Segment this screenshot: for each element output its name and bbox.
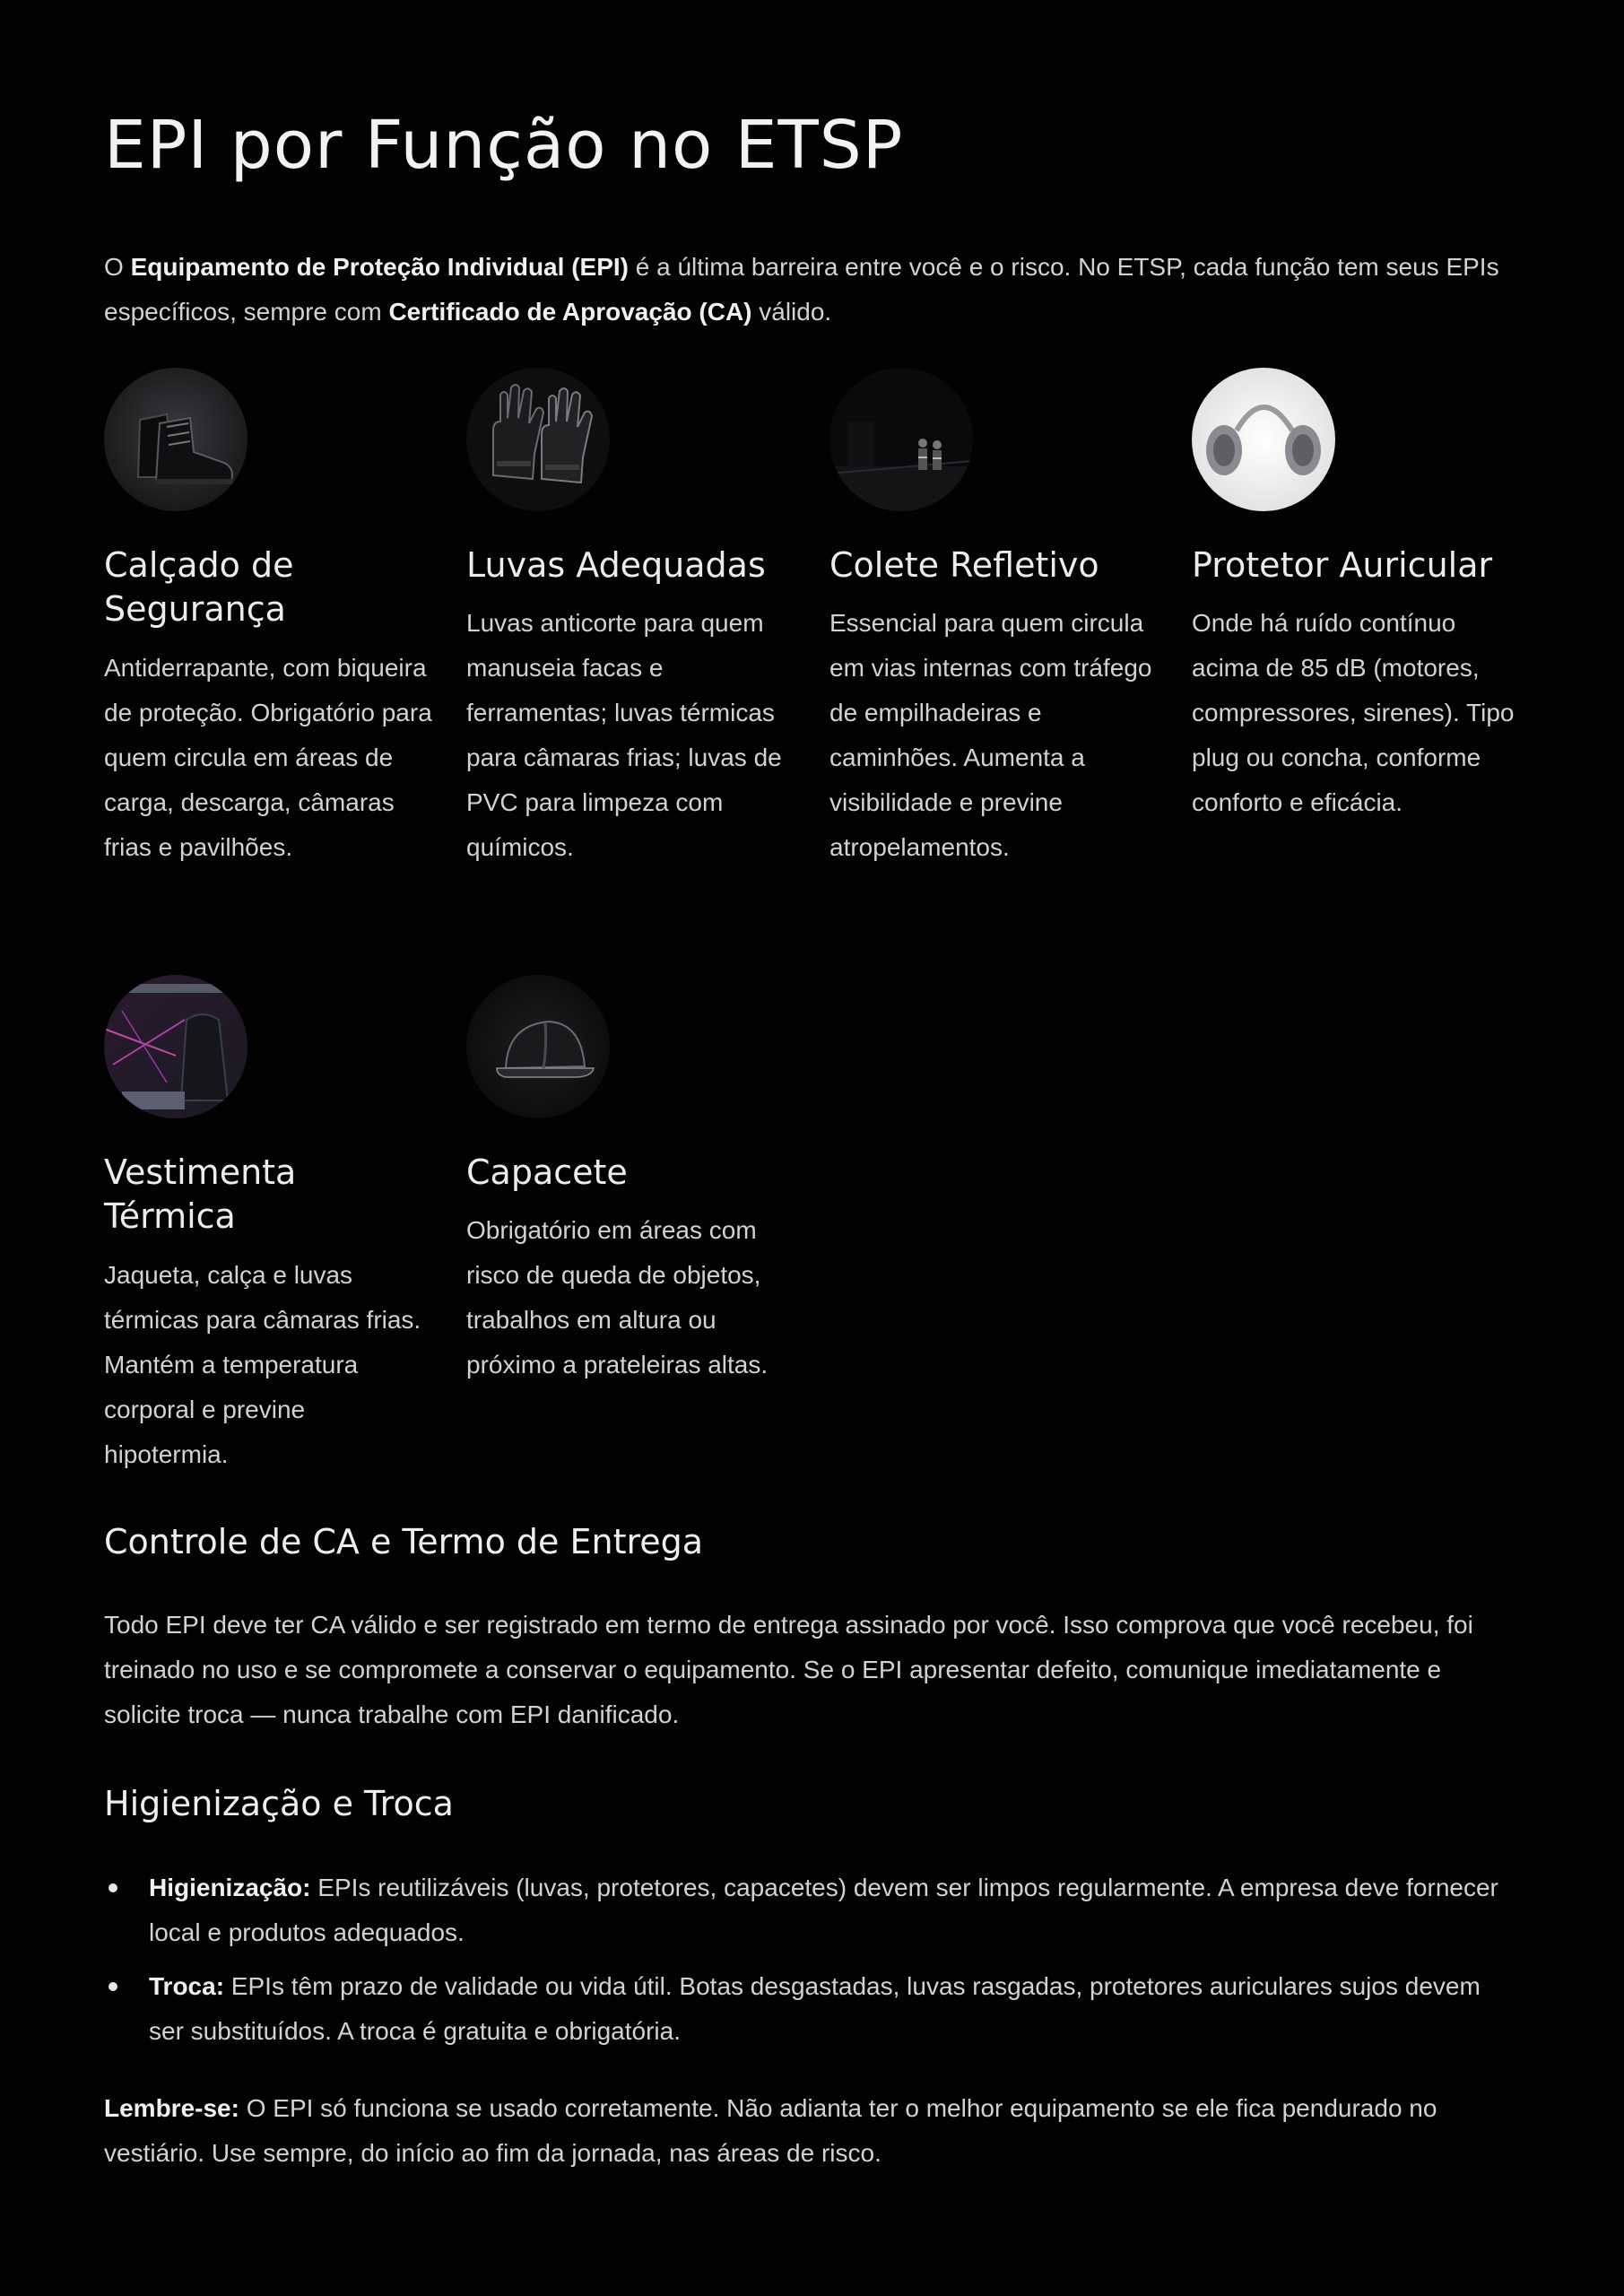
- card-description: Luvas anticorte para quem manuseia facas e ferramentas; luvas térmicas para câmaras frias; luvas de PVC para limpeza com químicos.: [466, 609, 782, 861]
- card-title: Luvas Adequadas: [466, 545, 766, 585]
- card-title: Vestimenta Térmica: [104, 1152, 297, 1236]
- card-description: Jaqueta, calça e luvas térmicas para câmaras frias. Mantém a temperatura corporal e previne hipotermia.: [104, 1261, 421, 1468]
- lembrete-text: O EPI só funciona se usado corretamente. Não adianta ter o melhor equipamento se ele fica pendurado no vestiário. Use sempre, do início ao fim da jornada, nas áreas de risco.: [104, 2094, 1437, 2167]
- safety-boot-image: [104, 368, 248, 511]
- intro-paragraph: [104, 245, 1521, 335]
- thermal-clothing-image: [104, 975, 248, 1118]
- epi-card-luvas: [466, 368, 789, 861]
- intro-middle: é a última barreira entre você e o risco. No ETSP, cada função tem seus EPIs específicos, sempre com: [104, 253, 1499, 326]
- list-item-higienizacao: [104, 1866, 1521, 1955]
- higienizacao-list: [104, 1866, 1521, 2063]
- intro-suffix: válido.: [751, 298, 832, 326]
- controle-paragraph: Todo EPI deve ter CA válido e ser registrado em termo de entrega assinado por você. Isso comprova que você recebeu, foi treinado no uso e se compromete a conservar o equipamento. Se o EPI apresentar defeito, comunique imediatamente e solicite troca — nunca trabalhe com EPI danificado.: [104, 1611, 1473, 1728]
- card-title: Capacete: [466, 1152, 628, 1192]
- list-item-label: Higienização:: [149, 1874, 311, 1901]
- gloves-image: [466, 368, 610, 511]
- page-title: EPI por Função no ETSP: [104, 107, 904, 184]
- intro-prefix: O: [104, 253, 131, 281]
- list-item-troca: [104, 1964, 1521, 2054]
- higienizacao-heading: Higienização e Troca: [104, 1784, 454, 1823]
- card-description: Essencial para quem circula em vias internas com tráfego de empilhadeiras e caminhões. Aumenta a visibilidade e previne atropelamentos.: [829, 609, 1152, 861]
- intro-bold-ca: Certificado de Aprovação (CA): [388, 298, 752, 326]
- intro-bold-epi: Equipamento de Proteção Individual (EPI): [130, 253, 629, 281]
- bullet-icon: [109, 1982, 117, 1991]
- epi-card-capacete: [466, 975, 789, 1378]
- epi-card-protetor: [1192, 368, 1515, 816]
- card-description: Antiderrapante, com biqueira de proteção. Obrigatório para quem circula em áreas de carga, descarga, câmaras frias e pavilhões.: [104, 654, 432, 861]
- card-description: Onde há ruído contínuo acima de 85 dB (motores, compressores, sirenes). Tipo plug ou concha, conforme conforto e eficácia.: [1192, 609, 1515, 816]
- epi-card-calcado: [104, 368, 432, 861]
- ear-protector-image: [1192, 368, 1335, 511]
- card-title: Colete Refletivo: [829, 545, 1099, 585]
- card-title: Calçado de Segurança: [104, 545, 294, 629]
- list-item-label: Troca:: [149, 1972, 225, 2000]
- epi-card-colete: [829, 368, 1152, 861]
- list-item-text: EPIs têm prazo de validade ou vida útil. Botas desgastadas, luvas rasgadas, protetores auriculares sujos devem ser substituídos. A troca é gratuita e obrigatória.: [149, 1972, 1481, 2045]
- card-title: Protetor Auricular: [1192, 545, 1493, 585]
- epi-card-vestimenta: [104, 975, 427, 1468]
- lembrete-paragraph: [104, 2086, 1521, 2176]
- helmet-image: [466, 975, 610, 1118]
- lembrete-label: Lembre-se:: [104, 2094, 239, 2122]
- reflective-vest-image: [829, 368, 973, 511]
- controle-heading: Controle de CA e Termo de Entrega: [104, 1522, 704, 1561]
- list-item-text: EPIs reutilizáveis (luvas, protetores, capacetes) devem ser limpos regularmente. A empresa deve fornecer local e produtos adequados.: [149, 1874, 1498, 1946]
- bullet-icon: [109, 1883, 117, 1892]
- card-description: Obrigatório em áreas com risco de queda de objetos, trabalhos em altura ou próximo a prateleiras altas.: [466, 1216, 769, 1378]
